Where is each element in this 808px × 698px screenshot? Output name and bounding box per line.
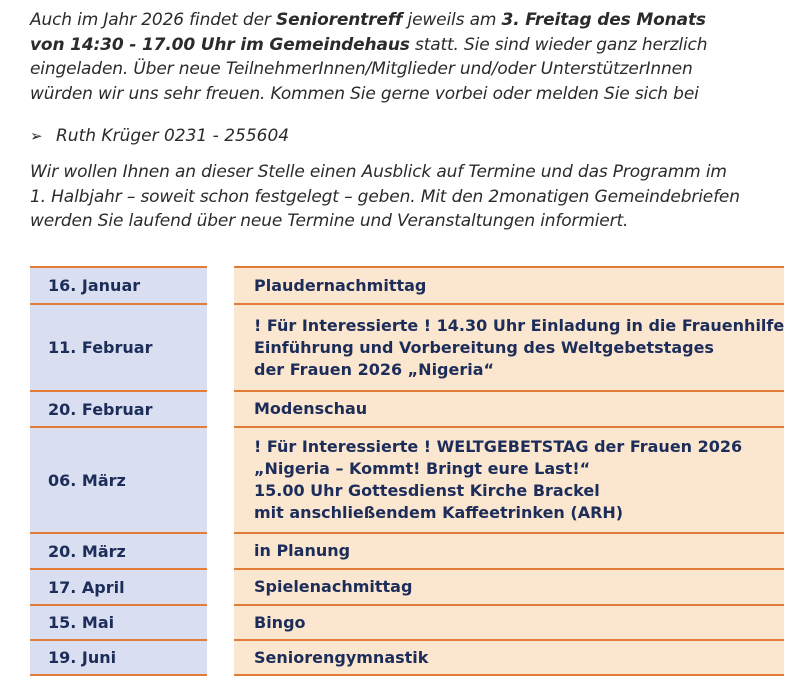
schedule-date: 20. Februar [48,399,153,419]
event-line: Spielenachmittag [254,577,413,596]
event-line: Einführung und Vorbereitung des Weltgebetstages [254,337,714,357]
event-line: Plaudernachmittag [254,275,427,295]
event-line: Modenschau [254,399,368,418]
intro-line-2 [30,33,800,58]
event-line: 15.00 Uhr Gottesdienst Kirche Brackel [254,481,600,500]
arrow-bullet-icon: ➢ [30,127,43,145]
event-line: mit anschließendem Kaffeetrinken (ARH) [254,503,624,522]
schedule-date: 19. Juni [48,648,117,667]
schedule-date: 06. März [48,470,126,490]
schedule-date: 20. März [48,541,126,561]
schedule-event [234,569,784,605]
event-line: ! Für Interessierte ! WELTGEBETSTAG der Frauen 2026 [254,437,743,456]
schedule-date: 15. Mai [48,613,115,632]
event-line: „Nigeria – Kommt! Bringt eure Last!“ [254,459,591,478]
schedule-event [234,267,784,304]
schedule-date: 16. Januar [48,276,141,295]
intro-bold-friday: 3. Freitag des Monats [501,10,706,30]
event-lines [254,398,367,420]
contact-text: Ruth Krüger 0231 - 255604 [56,126,290,146]
schedule-event [234,427,784,533]
event-lines [254,612,306,634]
schedule-event [234,533,784,569]
event-lines [254,315,784,381]
event-lines [254,540,350,562]
schedule-date: 17. April [48,577,125,597]
intro-line-4: würden wir uns sehr freuen. Kommen Sie gerne vorbei oder melden Sie sich bei [30,83,699,104]
event-line: ! Für Interessierte ! 14.30 Uhr Einladung in die Frauenhilfe [254,315,785,335]
outro-line-3: werden Sie laufend über neue Termine und Veranstaltungen informiert. [30,211,629,231]
intro-bold-seniorentreff: Seniorentreff [275,10,403,30]
schedule-event [234,640,784,675]
intro-text: statt. Sie sind wieder ganz herzlich [409,34,708,55]
intro-line-1 [30,8,800,33]
intro-paragraph [30,8,800,106]
intro-line-3: eingeladen. Über neue TeilnehmerInnen/Mitglieder und/oder UnterstützerInnen [30,59,693,79]
outro-paragraph [30,160,800,234]
schedule-event [234,605,784,640]
event-line: Bingo [254,612,306,632]
intro-bold-time-place: von 14:30 - 17.00 Uhr im Gemeindehaus [30,34,410,55]
event-line: der Frauen 2026 „Nigeria“ [254,359,495,379]
event-lines [254,275,426,297]
event-lines [254,576,412,598]
contact-line [30,124,289,148]
event-line: in Planung [254,541,351,560]
schedule-event [234,391,784,427]
event-line: Seniorengymnastik [254,647,429,667]
schedule-event [234,304,784,391]
intro-text: Auch im Jahr 2026 findet der [30,10,276,30]
event-lines [254,647,428,669]
intro-text: jeweils am [402,10,502,30]
outro-line-2: 1. Halbjahr – soweit schon festgelegt – geben. Mit den 2monatigen Gemeindebriefen [30,186,740,207]
outro-line-1: Wir wollen Ihnen an dieser Stelle einen Ausblick auf Termine und das Programm im [30,162,727,182]
event-lines [254,436,742,524]
schedule-date: 11. Februar [48,338,153,357]
